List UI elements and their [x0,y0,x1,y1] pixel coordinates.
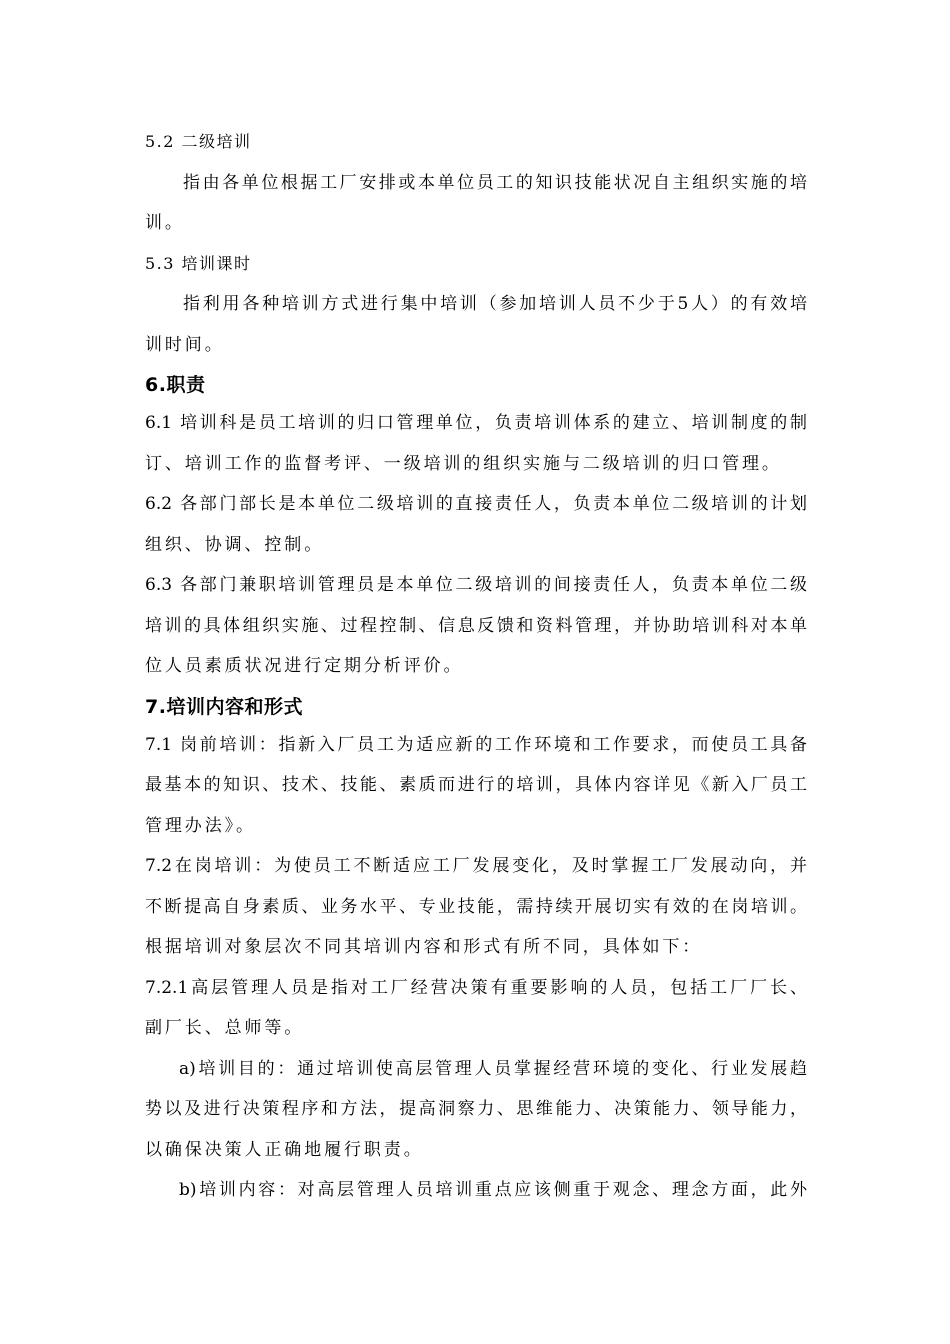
para-7-2-line-3: 根据培训对象层次不同其培训内容和形式有所不同，具体如下： [145,937,703,957]
section-7-heading: 7.培训内容和形式 [145,695,303,718]
para-7-1-line-2: 最基本的知识、技术、技能、素质而进行的培训，具体内容详见《新入厂员工 [145,775,807,795]
para-6-3-line-3: 位人员素质状况进行定期分析评价。 [145,656,464,676]
para-6-1-line-2: 订、培训工作的监督考评、一级培训的组织实施与二级培训的归口管理。 [145,453,782,474]
para-7-2-1-line-2: 副厂长、总师等。 [145,1018,305,1038]
para-7-2-line-1: 7.2在岗培训：为使员工不断适应工厂发展变化，及时掌握工厂发展动向，并 [145,856,807,876]
section-6-heading: 6.职责 [145,374,206,396]
para-6-3-line-2: 培训的具体组织实施、过程控制、信息反馈和资料管理，并协助培训科对本单 [145,615,807,636]
para-7-1-line-1: 7.1 岗前培训：指新入厂员工为适应新的工作环境和工作要求，而使员工具备 [145,734,807,755]
para-6-1-line-1: 6.1 培训科是员工培训的归口管理单位，负责培训体系的建立、培训制度的制 [145,413,807,433]
section-5-3-line-1: 指利用各种培训方式进行集中培训（参加培训人员不少于5人）的有效培 [183,294,807,314]
para-a-line-3: 以确保决策人正确地履行职责。 [145,1139,424,1160]
para-6-3-line-1: 6.3 各部门兼职培训管理员是本单位二级培训的间接责任人，负责本单位二级 [145,575,807,595]
para-7-2-1-line-1: 7.2.1高层管理人员是指对工厂经营决策有重要影响的人员，包括工厂厂长、 [145,977,807,998]
para-b-line-1: b)培训内容：对高层管理人员培训重点应该侧重于观念、理念方面，此外 [179,1180,807,1200]
section-5-3-line-2: 训时间。 [145,334,225,355]
section-5-2-line-1: 指由各单位根据工厂安排或本单位员工的知识技能状况自主组织实施的培 [183,172,807,193]
para-a-line-2: 势以及进行决策程序和方法，提高洞察力、思维能力、决策能力、领导能力， [145,1099,807,1119]
section-5-2-line-2: 训。 [145,213,185,233]
para-6-2-line-1: 6.2 各部门部长是本单位二级培训的直接责任人，负责本单位二级培训的计划 [145,494,807,514]
para-6-2-line-2: 组织、协调、控制。 [145,534,325,555]
section-5-3-title: 5.3 培训课时 [145,253,252,273]
document-page [145,122,807,1211]
para-7-1-line-3: 管理办法》。 [145,815,256,836]
para-7-2-line-2: 不断提高自身素质、业务水平、专业技能，需持续开展切实有效的在岗培训。 [145,896,807,917]
para-a-line-1: a)培训目的：通过培训使高层管理人员掌握经营环境的变化、行业发展趋 [179,1058,807,1079]
section-5-2-title: 5.2 二级培训 [145,132,252,151]
